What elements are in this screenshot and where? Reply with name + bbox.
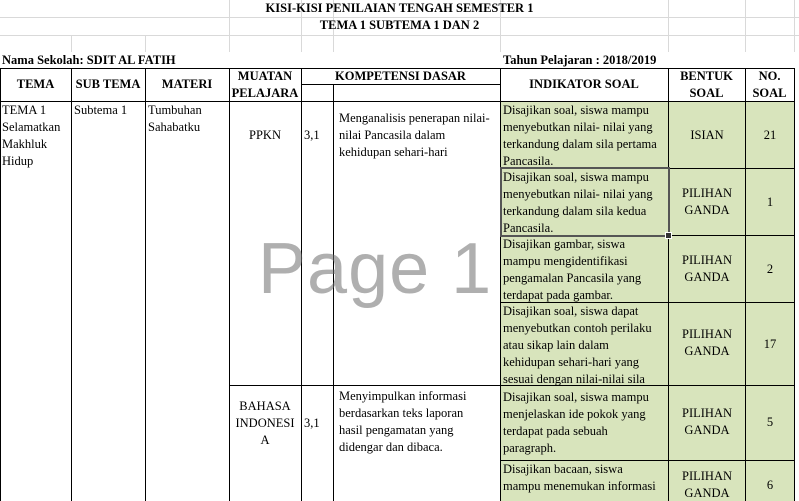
page-watermark: Page 1	[258, 229, 493, 309]
bentuk-line: PILIHAN	[682, 186, 732, 200]
indikator-line: menyebutkan nilai- nilai yang	[503, 187, 653, 201]
cell-kd-text[interactable]	[339, 110, 501, 164]
sheet-title[interactable]: KISI-KISI PENILAIAN TENGAH SEMESTER 1	[265, 1, 534, 15]
table-border	[229, 68, 230, 501]
indikator-line: terdapat pada gambar.	[503, 288, 614, 302]
bentuk-line: GANDA	[684, 203, 730, 217]
cell-no-soal[interactable]: 1	[766, 195, 774, 209]
cell-no-soal[interactable]: 17	[763, 337, 777, 351]
indikator-line: Disajikan soal, siswa mampu	[503, 103, 649, 117]
indikator-line: terkandung dalam sila pertama	[503, 137, 657, 151]
cell-bentuk-soal[interactable]	[669, 468, 745, 501]
cell-indikator[interactable]	[503, 236, 669, 302]
table-border	[500, 302, 795, 303]
cell-no-soal[interactable]: 5	[766, 415, 774, 429]
table-border	[301, 68, 302, 501]
cell-materi[interactable]	[148, 102, 228, 138]
header-materi[interactable]: MATERI	[161, 77, 213, 91]
header-muatan-line1[interactable]: MUATAN	[237, 69, 293, 83]
muatan-line: INDONESI	[235, 416, 295, 430]
table-border	[794, 68, 795, 501]
table-border	[0, 101, 795, 102]
cell-kd-number[interactable]: 3,1	[304, 416, 320, 430]
cell-kd-text[interactable]	[339, 388, 501, 460]
academic-year[interactable]: Tahun Pelajaran : 2018/2019	[503, 53, 657, 67]
table-border	[0, 68, 795, 69]
active-cell-selection[interactable]	[500, 167, 670, 237]
cell-indikator[interactable]	[503, 389, 669, 461]
school-name[interactable]: Nama Sekolah: SDIT AL FATIH	[2, 53, 176, 67]
indikator-line: paragraph.	[503, 441, 557, 455]
muatan-line: A	[260, 433, 270, 447]
kd-line: kehidupan sehari-hari	[339, 145, 448, 159]
kd-line: berdasarkan teks laporan	[339, 406, 464, 420]
kd-line: hasil pengamatan yang	[339, 423, 454, 437]
cell-no-soal[interactable]: 21	[763, 128, 777, 142]
cell-tema[interactable]	[2, 102, 70, 172]
table-border	[145, 68, 146, 501]
indikator-line: Disajikan soal, siswa dapat	[503, 304, 639, 318]
header-no-line1[interactable]: NO.	[758, 69, 781, 83]
gridline	[71, 35, 72, 52]
indikator-line: Disajikan soal, siswa mampu	[503, 390, 649, 404]
header-indikator[interactable]: INDIKATOR SOAL	[529, 77, 639, 91]
kd-line: Menyimpulkan informasi	[339, 389, 467, 403]
fill-handle[interactable]	[665, 232, 672, 239]
table-border	[745, 68, 746, 501]
table-border	[333, 84, 334, 501]
bentuk-line: PILIHAN	[682, 406, 732, 420]
cell-muatan-bahasa-indonesia[interactable]	[229, 398, 301, 452]
indikator-line: kehidupan sehari-hari yang	[503, 355, 640, 369]
indikator-line: mampu menemukan informasi	[503, 479, 656, 493]
bentuk-line: GANDA	[684, 486, 730, 500]
bentuk-line: GANDA	[684, 344, 730, 358]
header-kompetensi-dasar[interactable]: KOMPETENSI DASAR	[335, 69, 466, 83]
cell-bentuk-soal[interactable]	[669, 326, 745, 362]
indikator-line: terdapat pada sebuah	[503, 424, 608, 438]
cell-bentuk-soal[interactable]	[669, 185, 745, 221]
tema-line: Selamatkan	[2, 120, 61, 134]
cell-bentuk-soal[interactable]	[669, 405, 745, 441]
table-border	[0, 68, 1, 501]
indikator-line: Disajikan gambar, siswa	[503, 237, 626, 251]
cell-indikator[interactable]	[503, 461, 669, 501]
cell-subtema[interactable]: Subtema 1	[74, 103, 128, 117]
tema-line: TEMA 1	[2, 103, 47, 117]
indikator-line: menyebutkan contoh perilaku	[503, 321, 652, 335]
gridline	[0, 35, 799, 36]
cell-indikator[interactable]	[503, 102, 669, 168]
materi-line: Tumbuhan	[148, 103, 202, 117]
indikator-line: menyebutkan nilai- nilai yang	[503, 120, 653, 134]
table-border	[301, 84, 500, 85]
bentuk-line: GANDA	[684, 423, 730, 437]
indikator-line: mampu mengidentifikasi	[503, 254, 628, 268]
indikator-line: Pancasila.	[503, 221, 554, 235]
cell-no-soal[interactable]: 2	[766, 262, 774, 276]
header-subtema[interactable]: SUB TEMA	[75, 77, 141, 91]
tema-line: Hidup	[2, 154, 34, 168]
cell-bentuk-soal[interactable]	[669, 252, 745, 288]
cell-bentuk-soal[interactable]: ISIAN	[690, 128, 724, 142]
table-border	[229, 385, 795, 386]
table-border	[500, 68, 501, 501]
kd-line: nilai Pancasila dalam	[339, 128, 446, 142]
indikator-line: Pancasila.	[503, 154, 554, 168]
cell-indikator[interactable]	[503, 303, 669, 385]
header-no-line2[interactable]: SOAL	[752, 86, 787, 100]
muatan-line: BAHASA	[239, 399, 291, 413]
indikator-line: Disajikan soal, siswa mampu	[503, 170, 649, 184]
sheet-subtitle[interactable]: TEMA 1 SUBTEMA 1 DAN 2	[319, 18, 480, 32]
bentuk-line: GANDA	[684, 270, 730, 284]
bentuk-line: PILIHAN	[682, 469, 732, 483]
bentuk-line: PILIHAN	[682, 253, 732, 267]
materi-line: Sahabatku	[148, 120, 201, 134]
cell-kd-number[interactable]: 3,1	[304, 128, 320, 142]
indikator-line: terkandung dalam sila kedua	[503, 204, 647, 218]
header-muatan-line2[interactable]: PELAJARA	[231, 86, 299, 100]
bentuk-line: PILIHAN	[682, 327, 732, 341]
cell-muatan-ppkn[interactable]: PPKN	[249, 128, 281, 142]
indikator-line: atau sikap lain dalam	[503, 338, 609, 352]
header-bentuk-line1[interactable]: BENTUK	[680, 69, 733, 83]
kd-line: didengar dan dibaca.	[339, 440, 443, 454]
kd-line: Menganalisis penerapan nilai-	[339, 111, 490, 125]
header-bentuk-line2[interactable]: SOAL	[689, 86, 724, 100]
table-border	[71, 68, 72, 501]
table-border	[668, 68, 669, 501]
gridline	[145, 35, 146, 52]
indikator-line: pengamalan Pancasila yang	[503, 271, 642, 285]
cell-no-soal[interactable]: 6	[766, 478, 774, 492]
header-tema[interactable]: TEMA	[16, 77, 55, 91]
tema-line: Makhluk	[2, 137, 48, 151]
table-border	[500, 460, 795, 461]
indikator-line: menjelaskan ide pokok yang	[503, 407, 646, 421]
indikator-line: sesuai dengan nilai-nilai sila	[503, 372, 645, 385]
indikator-line: Disajikan bacaan, siswa	[503, 462, 623, 476]
